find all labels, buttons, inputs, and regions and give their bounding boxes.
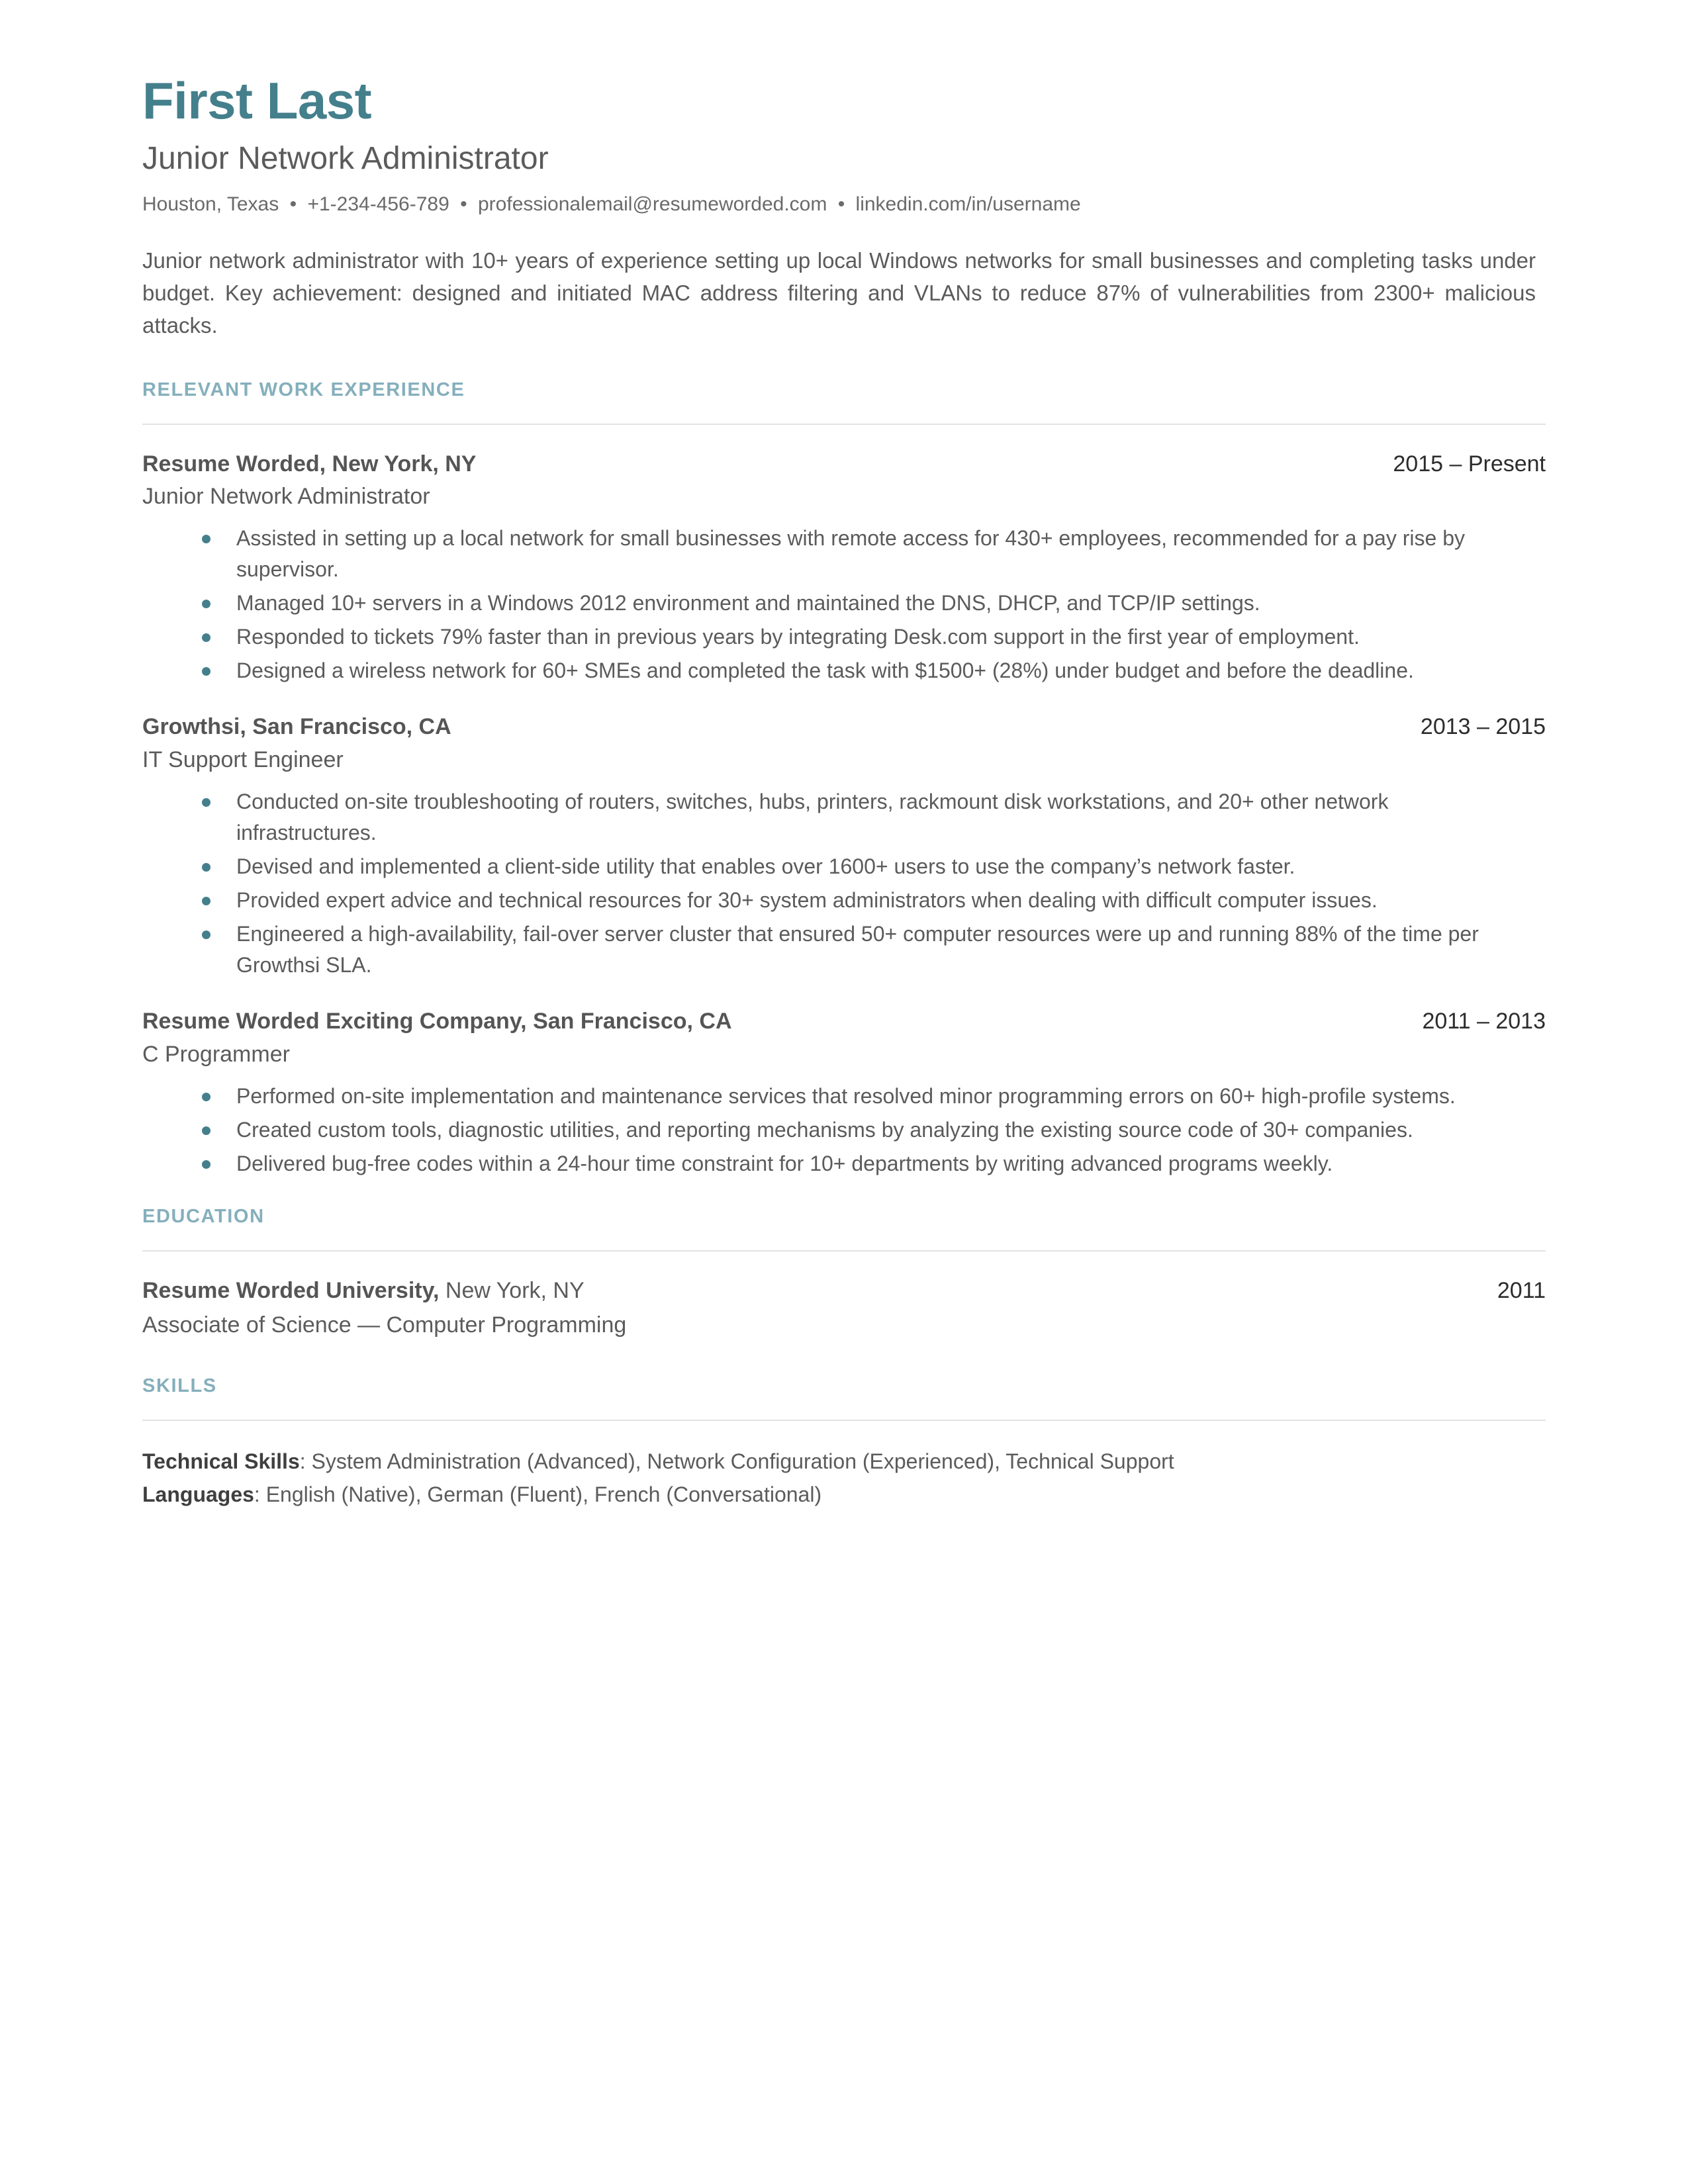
list-item [202,786,1494,848]
section-heading-skills: SKILLS [142,1375,217,1396]
experience-role: C Programmer [142,1041,290,1067]
skill-row [142,1479,1546,1510]
section-heading-education: EDUCATION [142,1206,265,1228]
bullet-text: Conducted on-site troubleshooting of routers, switches, hubs, printers, rackmount disk workstations, and 20+ other network infrastructures. [236,790,1389,845]
experience-bullet-list [142,786,1546,981]
experience-organization: Growthsi, San Francisco, CA [142,714,451,740]
skill-value: : English (Native), German (Fluent), French (Conversational) [254,1482,822,1507]
experience-role: Junior Network Administrator [142,484,430,510]
experience-organization: Resume Worded Exciting Company, San Francisco, CA [142,1009,732,1034]
bullet-text: Created custom tools, diagnostic utilities, and reporting mechanisms by analyzing the existing source code of 30+ companies. [236,1118,1413,1142]
contact-separator-3: • [837,193,845,216]
experience-entry [142,713,1546,981]
skill-value: : System Administration (Advanced), Network Configuration (Experienced), Technical Support [299,1449,1174,1473]
contact-location: Houston, Texas [142,193,279,216]
list-item [202,1115,1494,1146]
bullet-dot-icon [202,633,211,642]
section-education [142,1206,1546,1340]
education-entry-header [142,1277,1546,1305]
experience-dates: 2011 – 2013 [1422,1009,1546,1034]
experience-entry [142,450,1546,687]
bullet-text: Performed on-site implementation and maintenance services that resolved minor programming errors on 60+ high-profile systems. [236,1083,1456,1108]
bullet-dot-icon [202,798,211,807]
bullet-dot-icon [202,1160,211,1169]
education-school: Resume Worded University, [142,1278,440,1304]
list-item [202,523,1494,585]
list-item [202,851,1494,882]
bullet-text: Managed 10+ servers in a Windows 2012 environment and maintained the DNS, DHCP, and TCP/IP settings. [236,591,1260,615]
professional-summary: Junior network administrator with 10+ years of experience setting up local Windows networks for small businesses and completing tasks under budget. Key achievement: designed and initiated MAC address filtering and VLANs to reduce 87% of vulnerabilities from 2300+ malicious attacks. [142,248,1536,338]
contact-line [142,191,1546,217]
candidate-job-title: Junior Network Administrator [142,140,549,176]
contact-email[interactable]: professionalemail@resumeworded.com [478,193,827,216]
bullet-dot-icon [202,863,211,872]
contact-separator-1: • [289,193,297,216]
bullet-text: Provided expert advice and technical resources for 30+ system administrators when dealing with difficult computer issues. [236,888,1378,913]
education-dates: 2011 [1497,1278,1546,1304]
resume-header [142,71,1546,217]
bullet-dot-icon [202,667,211,676]
list-item [202,885,1494,916]
experience-bullet-list [142,523,1546,686]
contact-separator-2: • [460,193,467,216]
experience-bullet-list [142,1081,1546,1179]
list-item [202,655,1494,686]
contact-phone[interactable]: +1-234-456-789 [307,193,449,216]
section-heading-experience: RELEVANT WORK EXPERIENCE [142,379,465,400]
skill-row [142,1446,1546,1477]
bullet-text: Responded to tickets 79% faster than in previous years by integrating Desk.com support in the first year of employment. [236,625,1360,649]
list-item [202,919,1494,981]
section-divider-skills [142,1420,1546,1421]
bullet-dot-icon [202,1093,211,1101]
skill-label: Languages [142,1482,254,1507]
bullet-text: Assisted in setting up a local network for small businesses with remote access for 430+ employees, recommended for a pay rise by supervisor. [236,526,1465,582]
experience-organization: Resume Worded, New York, NY [142,451,477,477]
education-school-line [142,1277,585,1305]
bullet-dot-icon [202,1126,211,1135]
education-location: New York, NY [439,1278,585,1304]
bullet-text: Designed a wireless network for 60+ SMEs and completed the task with $1500+ (28%) under budget and before the deadline. [236,659,1414,683]
experience-entry-header [142,450,1546,478]
contact-linkedin[interactable]: linkedin.com/in/username [855,193,1081,216]
experience-entry-header [142,713,1546,741]
section-skills [142,1375,1546,1510]
section-divider-education [142,1250,1546,1251]
bullet-dot-icon [202,897,211,905]
list-item [202,1148,1494,1179]
list-item [202,1081,1494,1112]
list-item [202,588,1494,619]
skill-label: Technical Skills [142,1449,300,1473]
education-degree: Associate of Science — Computer Programming [142,1312,627,1338]
list-item [202,621,1494,653]
education-entry [142,1277,1546,1340]
bullet-dot-icon [202,535,211,543]
bullet-text: Engineered a high-availability, fail-over server cluster that ensured 50+ computer resources were up and running 88% of the time per Growthsi SLA. [236,922,1479,978]
bullet-dot-icon [202,600,211,608]
bullet-text: Devised and implemented a client-side utility that enables over 1600+ users to use the company’s network faster. [236,854,1295,879]
experience-role: IT Support Engineer [142,747,344,772]
section-divider-experience [142,424,1546,425]
experience-dates: 2015 – Present [1393,451,1546,477]
section-work-experience [142,379,1546,1180]
experience-entry-header [142,1007,1546,1036]
experience-entry [142,1007,1546,1179]
bullet-dot-icon [202,931,211,939]
candidate-name: First Last [142,71,372,130]
experience-dates: 2013 – 2015 [1420,714,1546,740]
bullet-text: Delivered bug-free codes within a 24-hour time constraint for 10+ departments by writing advanced programs weekly. [236,1152,1333,1176]
